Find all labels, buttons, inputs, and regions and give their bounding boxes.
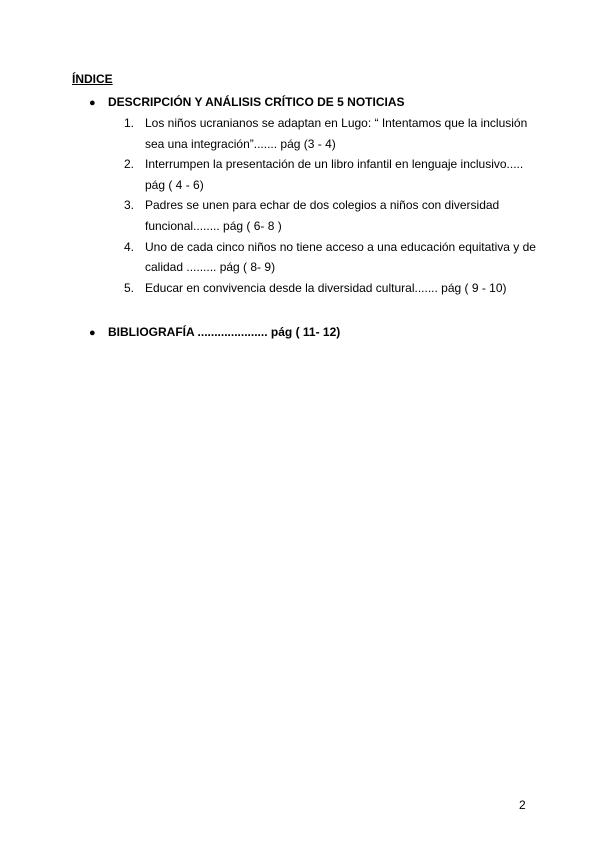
news-list [124, 113, 544, 298]
list-item [124, 154, 544, 195]
section-heading: BIBLIOGRAFÍA ..................... pág ( 11- 12) [108, 325, 341, 339]
section-bibliography [89, 325, 340, 340]
item-text: Uno de cada cinco niños no tiene acceso a una educación equitativa y de calidad ......... pág ( 8- 9) [145, 239, 536, 275]
bullet-icon: ● [89, 97, 96, 109]
item-text: Interrumpen la presentación de un libro infantil en lenguaje inclusivo..... pág ( 4 - 6) [145, 157, 524, 192]
section-heading: DESCRIPCIÓN Y ANÁLISIS CRÍTICO DE 5 NOTICIAS [108, 95, 405, 109]
list-item [124, 237, 544, 278]
page-number: 2 [519, 798, 526, 812]
item-text: Padres se unen para echar de dos colegios a niños con diversidad funcional........ pág ( 6- 8 ) [145, 198, 500, 233]
item-number: 5. [124, 280, 135, 295]
bullet-icon: ● [89, 327, 96, 339]
item-number: 4. [124, 239, 135, 254]
section-news-analysis [89, 95, 404, 110]
item-number: 3. [124, 198, 135, 213]
list-item [124, 195, 544, 236]
list-item [124, 113, 544, 154]
index-title: ÍNDICE [72, 72, 113, 86]
item-text: Educar en convivencia desde la diversidad cultural....... pág ( 9 - 10) [145, 280, 507, 295]
list-item [124, 278, 544, 299]
item-text: Los niños ucranianos se adaptan en Lugo: “ Intentamos que la inclusión sea una integración”....... pág (3 - 4) [145, 116, 528, 151]
item-number: 2. [124, 157, 135, 172]
item-number: 1. [124, 116, 135, 130]
